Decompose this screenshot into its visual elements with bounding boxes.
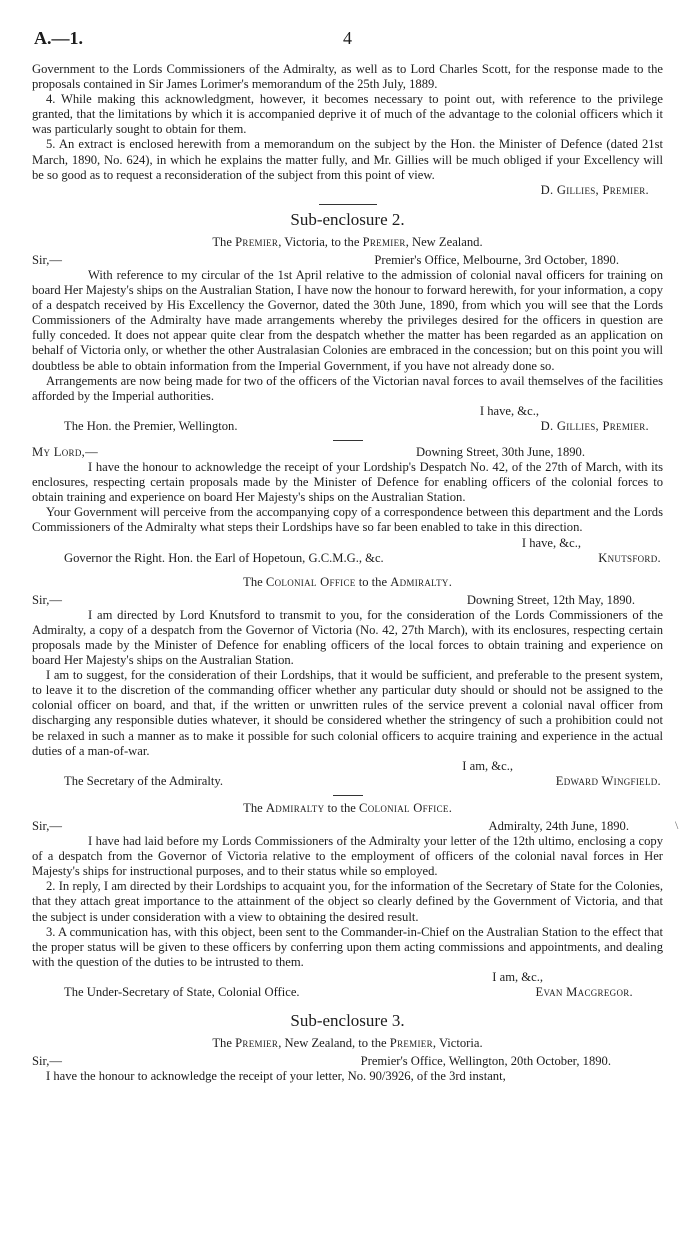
letter-paragraph: With reference to my circular of the 1st April relative to the admission of colonial naval officers for training on board Her Majesty's ships on the Australian Station, I have now the honour to forward herewith, for your information, a copy of a despatch received by His Excellency the Governor, dated the 30th June, 1890, from which you will see that the Lords Commissioners of the Admiralty have made arrangements whereby the privileges desired for the officers in question are fully conceded. It does not appear quite clear from the despatch whether the matter has been regarded as an application on behalf of Victoria only, or whether the other Australasian Colonies are embraced in the concession; but on this point you will doubtless be able to obtain information from the Imperial Government, if you have not already done so. (32, 267, 663, 373)
signature: D. Gillies, Premier. (540, 418, 649, 433)
closing: I am, &c., (462, 758, 513, 773)
letter-paragraph: I have the honour to acknowledge the receipt of your letter, No. 90/3926, of the 3rd instant, (46, 1069, 506, 1084)
addressee: The Under-Secretary of State, Colonial Office. (64, 984, 300, 999)
salutation: Sir,— (32, 818, 62, 833)
salutation-line (32, 253, 663, 268)
paragraph-5: 5. An extract is enclosed herewith from a memorandum on the subject by the Hon. the Minister of Defence (dated 21st March, 1890, No. 624), in which he explains the matter fully, and Mr. Gillies will be much obliged if your Excellency will be so good as to request a reconsideration of the subject from this point of view. (32, 137, 663, 182)
closing: I have, &c., (479, 403, 539, 418)
place-date: Downing Street, 30th June, 1890. (416, 444, 585, 459)
document-page (32, 28, 663, 1084)
signature-line (32, 985, 663, 1000)
addressee: The Secretary of the Admiralty. (64, 773, 223, 788)
margin-mark: \ (675, 818, 679, 832)
letter-paragraph: 2. In reply, I am directed by their Lordships to acquaint you, for the information of the Secretary of State for the Colonies, that they attach great importance to the attainment of the object so clearly defined by the Government of Victoria, and that the subject is under consideration with a view to obtaining the desired result. (32, 879, 663, 924)
closing: I am, &c., (492, 969, 543, 984)
salutation: My Lord,— (32, 444, 98, 459)
salutation-line (32, 819, 663, 834)
divider (333, 795, 363, 796)
salutation: Sir,— (32, 1054, 62, 1069)
salutation: Sir,— (32, 592, 62, 607)
paragraph-4: 4. While making this acknowledgment, however, it becomes necessary to point out, with reference to the privilege granted, that the limitations by which it is accompanied deprive it of much of the advantage to the colonial officers which it was particularly sought to obtain for them. (32, 92, 663, 137)
letter-paragraph: 3. A communication has, with this object, been sent to the Commander-in-Chief on the Australian Station to the effect that the proper status will be given to these officers by conferring upon them acting commissions and appointments, and dealing with the question of the duties to be intrusted to them. (32, 924, 663, 969)
salutation: Sir,— (32, 252, 62, 267)
sub-enclosure-2-title: Sub-enclosure 2. (290, 209, 405, 229)
salutation-line (32, 445, 663, 460)
signature-line (32, 419, 663, 434)
letter-paragraph: I have had laid before my Lords Commissioners of the Admiralty your letter of the 12th ultimo, enclosing a copy of a despatch from the Governor of Victoria relative to the employment of officers of the colonial naval forces in Her Majesty's ships for instructional purposes, and to their status while so employed. (32, 834, 663, 879)
signature-line (32, 551, 663, 566)
intro-paragraph: Government to the Lords Commissioners of the Admiralty, as well as to Lord Charles Scott, for the response made to the proposals contained in Sir James Lorimer's memorandum of the 25th July, 1889. (32, 62, 663, 92)
letter-heading: The Colonial Office to the Admiralty. (243, 574, 452, 589)
page-header (32, 28, 663, 62)
salutation-line (32, 593, 663, 608)
signature: D. Gillies, Premier. (540, 182, 649, 197)
place-date: Premier's Office, Wellington, 20th October, 1890. (360, 1054, 611, 1069)
sub-enclosure-2-heading: The Premier, Victoria, to the Premier, New Zealand. (212, 234, 483, 249)
signature: Evan Macgregor. (535, 984, 633, 999)
divider (319, 204, 377, 205)
signature-line (32, 774, 663, 789)
divider (333, 440, 363, 441)
letter-paragraph: Arrangements are now being made for two of the officers of the Victorian naval forces to avail themselves of the facilities afforded by the Imperial authorities. (32, 373, 663, 403)
letter-paragraph: I am to suggest, for the consideration of their Lordships, that it would be sufficient, and preferable to the present system, to leave it to the discretion of the commanding officer whether any particular duty should or should not be assigned to the colonial officer on board, and that, if the written or unwritten rules of the service prevent a colonial naval officer from discharging any responsible duties whatever, it should be considered whether the stringency of such a prohibition could not be relaxed in such a manner as to make it possible for such colonial officers to acquire training and experience in the actual duties of a man-of-war. (32, 668, 663, 758)
letter-paragraph: I have the honour to acknowledge the receipt of your Lordship's Despatch No. 42, of the 27th of March, with its enclosures, respecting certain proposals made by the Minister of Defence for enabling officers of the colonial forces to obtain training and experience on board Her Majesty's ships on the Australian Station. (32, 460, 663, 505)
page-number: 4 (343, 28, 352, 48)
signature: Knutsford. (598, 550, 661, 565)
addressee: Governor the Right. Hon. the Earl of Hopetoun, G.C.M.G., &c. (64, 550, 384, 565)
sub-enclosure-3-heading: The Premier, New Zealand, to the Premier, Victoria. (212, 1036, 483, 1051)
place-date: Downing Street, 12th May, 1890. (466, 592, 635, 607)
signature-line (32, 183, 663, 198)
sub-enclosure-3-title: Sub-enclosure 3. (290, 1011, 405, 1031)
salutation-line (32, 1054, 663, 1069)
addressee: The Hon. the Premier, Wellington. (64, 418, 238, 433)
letter-paragraph: I am directed by Lord Knutsford to transmit to you, for the consideration of the Lords Commissioners of the Admiralty, a copy of a despatch from the Governor of Victoria (No. 42, 27th March), with its enclosures, respecting certain proposals made by the Minister of Defence for enabling officers of the local forces to obtain training and experience on board Her Majesty's ships on the Australian Station. (32, 607, 663, 668)
document-reference: A.—1. (34, 28, 83, 48)
place-date: Admiralty, 24th June, 1890. (488, 818, 629, 833)
closing: I have, &c., (521, 535, 581, 550)
letter-paragraph: Your Government will perceive from the accompanying copy of a correspondence between this department and the Lords Commissioners of the Admiralty what steps their Lordships have so far been enabled to take in this direction. (32, 505, 663, 535)
place-date: Premier's Office, Melbourne, 3rd October, 1890. (374, 252, 619, 267)
letter-heading: The Admiralty to the Colonial Office. (243, 800, 452, 815)
signature: Edward Wingfield. (555, 773, 661, 788)
